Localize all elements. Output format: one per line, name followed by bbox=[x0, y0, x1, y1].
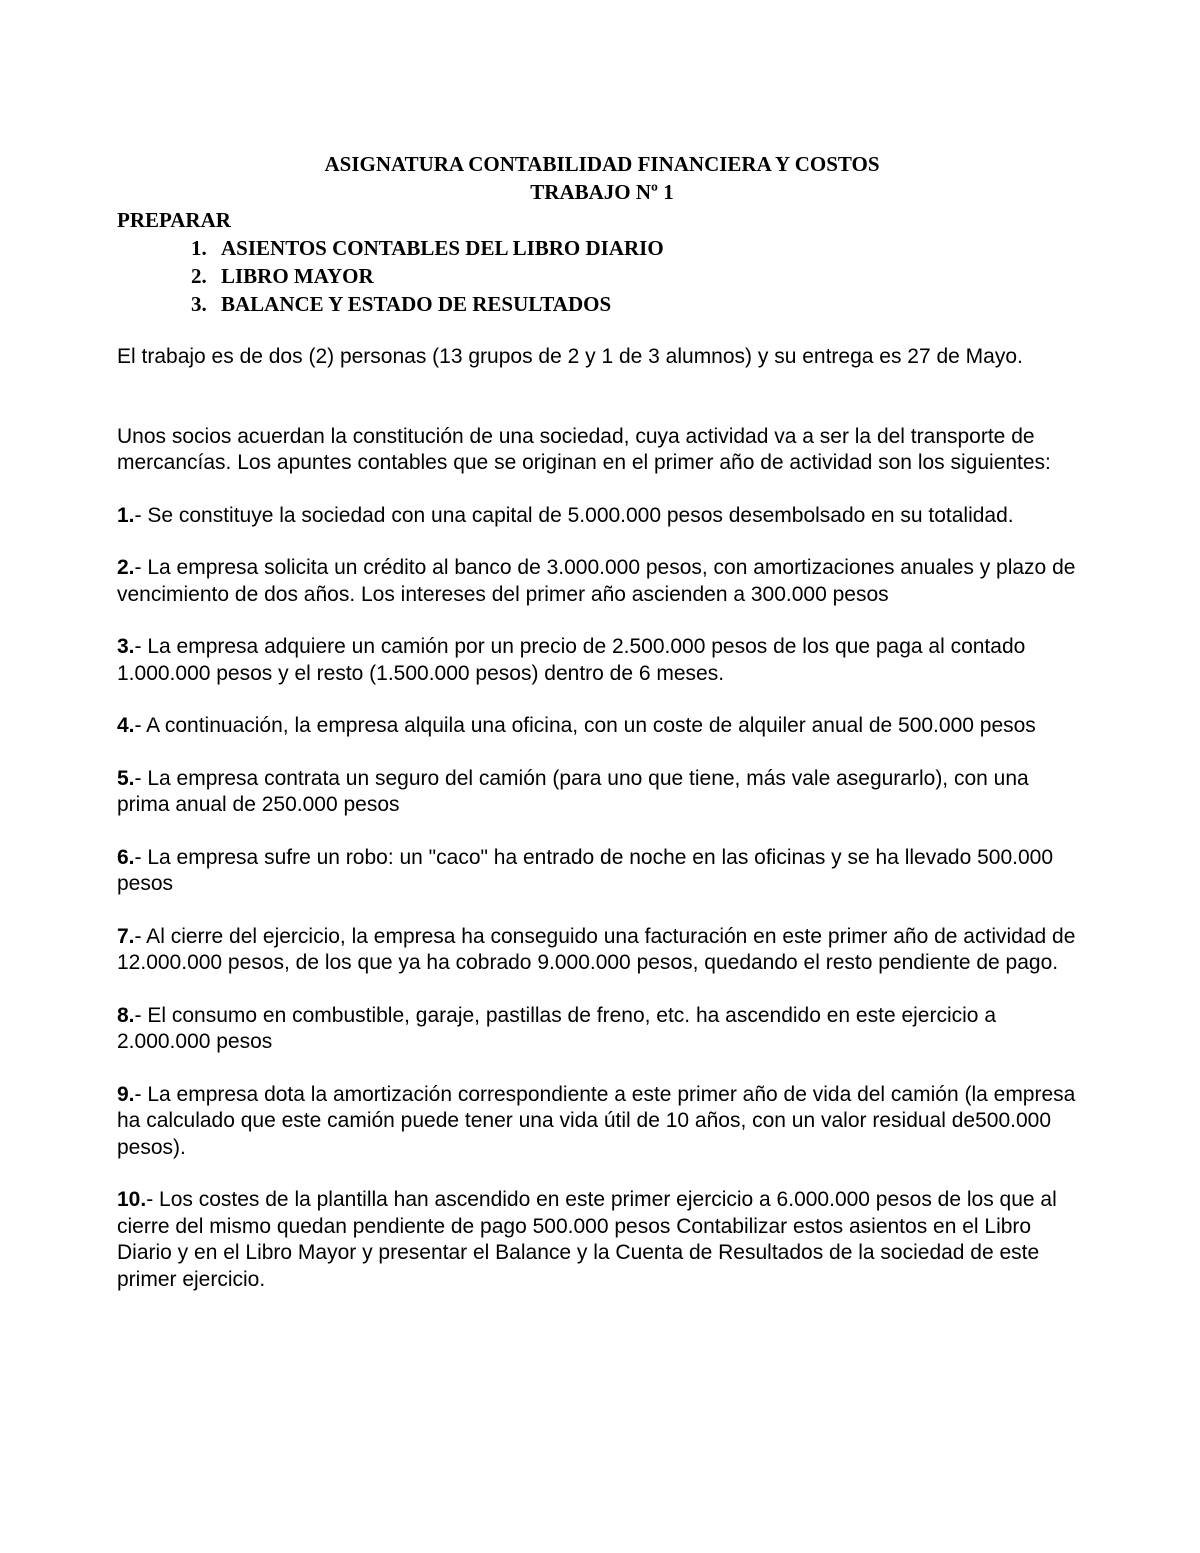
entry-text: - La empresa contrata un seguro del camión (para uno que tiene, más vale asegurarlo), con una prima anual de 250.000 pesos bbox=[117, 766, 1029, 816]
entry-item bbox=[117, 1003, 1087, 1056]
entry-item bbox=[117, 1187, 1087, 1293]
intro-paragraph: Unos socios acuerdan la constitución de una sociedad, cuya actividad va a ser la del transporte de mercancías. Los apuntes contables que se originan en el primer año de actividad son los siguientes: bbox=[117, 424, 1051, 474]
entry-item bbox=[117, 555, 1087, 608]
entry-text: - Al cierre del ejercicio, la empresa ha conseguido una facturación en este primer año de actividad de 12.000.000 pesos, de los que ya ha cobrado 9.000.000 pesos, quedando el resto pendiente de pago. bbox=[117, 924, 1076, 974]
task-text: LIBRO MAYOR bbox=[221, 264, 374, 288]
task-number: 3. bbox=[191, 292, 207, 316]
entry-number: 4. bbox=[117, 714, 135, 737]
document-title: ASIGNATURA CONTABILIDAD FINANCIERA Y COSTOS bbox=[324, 152, 880, 176]
entry-number: 8. bbox=[117, 1003, 135, 1027]
instructions-paragraph: El trabajo es de dos (2) personas (13 grupos de 2 y 1 de 3 alumnos) y su entrega es 27 de Mayo. bbox=[117, 345, 1023, 368]
task-item bbox=[191, 234, 1087, 262]
entry-item bbox=[117, 845, 1087, 898]
document-page bbox=[117, 150, 1087, 1319]
task-number: 2. bbox=[191, 264, 207, 288]
entry-item bbox=[117, 766, 1087, 819]
entry-number: 2. bbox=[117, 556, 135, 579]
entry-text: - Los costes de la plantilla han ascendido en este primer ejercicio a 6.000.000 pesos de los que al cierre del mismo quedan pendiente de pago 500.000 pesos Contabilizar estos asientos en el Libro Diario y en el Libro Mayor y presentar el Balance y la Cuenta de Resultados de la sociedad de este primer ejercicio. bbox=[117, 1188, 1057, 1291]
entry-item bbox=[117, 1082, 1087, 1162]
entry-number: 3. bbox=[117, 635, 135, 658]
entry-item bbox=[117, 713, 1087, 740]
task-item bbox=[191, 262, 1087, 290]
entry-number: 1. bbox=[117, 503, 135, 527]
entry-number: 5. bbox=[117, 766, 135, 790]
entry-number: 6. bbox=[117, 845, 135, 869]
entry-text: - La empresa dota la amortización correspondiente a este primer año de vida del camión (la empresa ha calculado que este camión puede tener una vida útil de 10 años, con un valor residual de500.000 pesos). bbox=[117, 1082, 1076, 1159]
entry-text: - Se constituye la sociedad con una capital de 5.000.000 pesos desembolsado en su totalidad. bbox=[134, 503, 1014, 527]
entry-item bbox=[117, 503, 1087, 530]
entry-number: 9. bbox=[117, 1082, 135, 1106]
entry-number: 7. bbox=[117, 924, 135, 948]
entry-text: - A continuación, la empresa alquila una oficina, con un coste de alquiler anual de 500.000 pesos bbox=[134, 714, 1036, 737]
task-list bbox=[117, 234, 1087, 318]
entry-number: 10. bbox=[117, 1188, 147, 1211]
entry-text: - La empresa adquiere un camión por un precio de 2.500.000 pesos de los que paga al contado 1.000.000 pesos y el resto (1.500.000 pesos) dentro de 6 meses. bbox=[117, 635, 1026, 685]
task-item bbox=[191, 290, 1087, 318]
entry-item bbox=[117, 634, 1087, 687]
document-subtitle: TRABAJO Nº 1 bbox=[530, 180, 674, 204]
entry-item bbox=[117, 924, 1087, 977]
entry-text: - La empresa sufre un robo: un "caco" ha entrado de noche en las oficinas y se ha llevado 500.000 pesos bbox=[117, 845, 1054, 895]
prepare-label: PREPARAR bbox=[117, 208, 231, 232]
task-text: BALANCE Y ESTADO DE RESULTADOS bbox=[221, 292, 612, 316]
entry-text: - El consumo en combustible, garaje, pastillas de freno, etc. ha ascendido en este ejercicio a 2.000.000 pesos bbox=[117, 1003, 996, 1053]
task-number: 1. bbox=[191, 236, 207, 260]
task-text: ASIENTOS CONTABLES DEL LIBRO DIARIO bbox=[221, 236, 664, 260]
entry-text: - La empresa solicita un crédito al banco de 3.000.000 pesos, con amortizaciones anuales y plazo de vencimiento de dos años. Los intereses del primer año ascienden a 300.000 pesos bbox=[117, 556, 1076, 606]
